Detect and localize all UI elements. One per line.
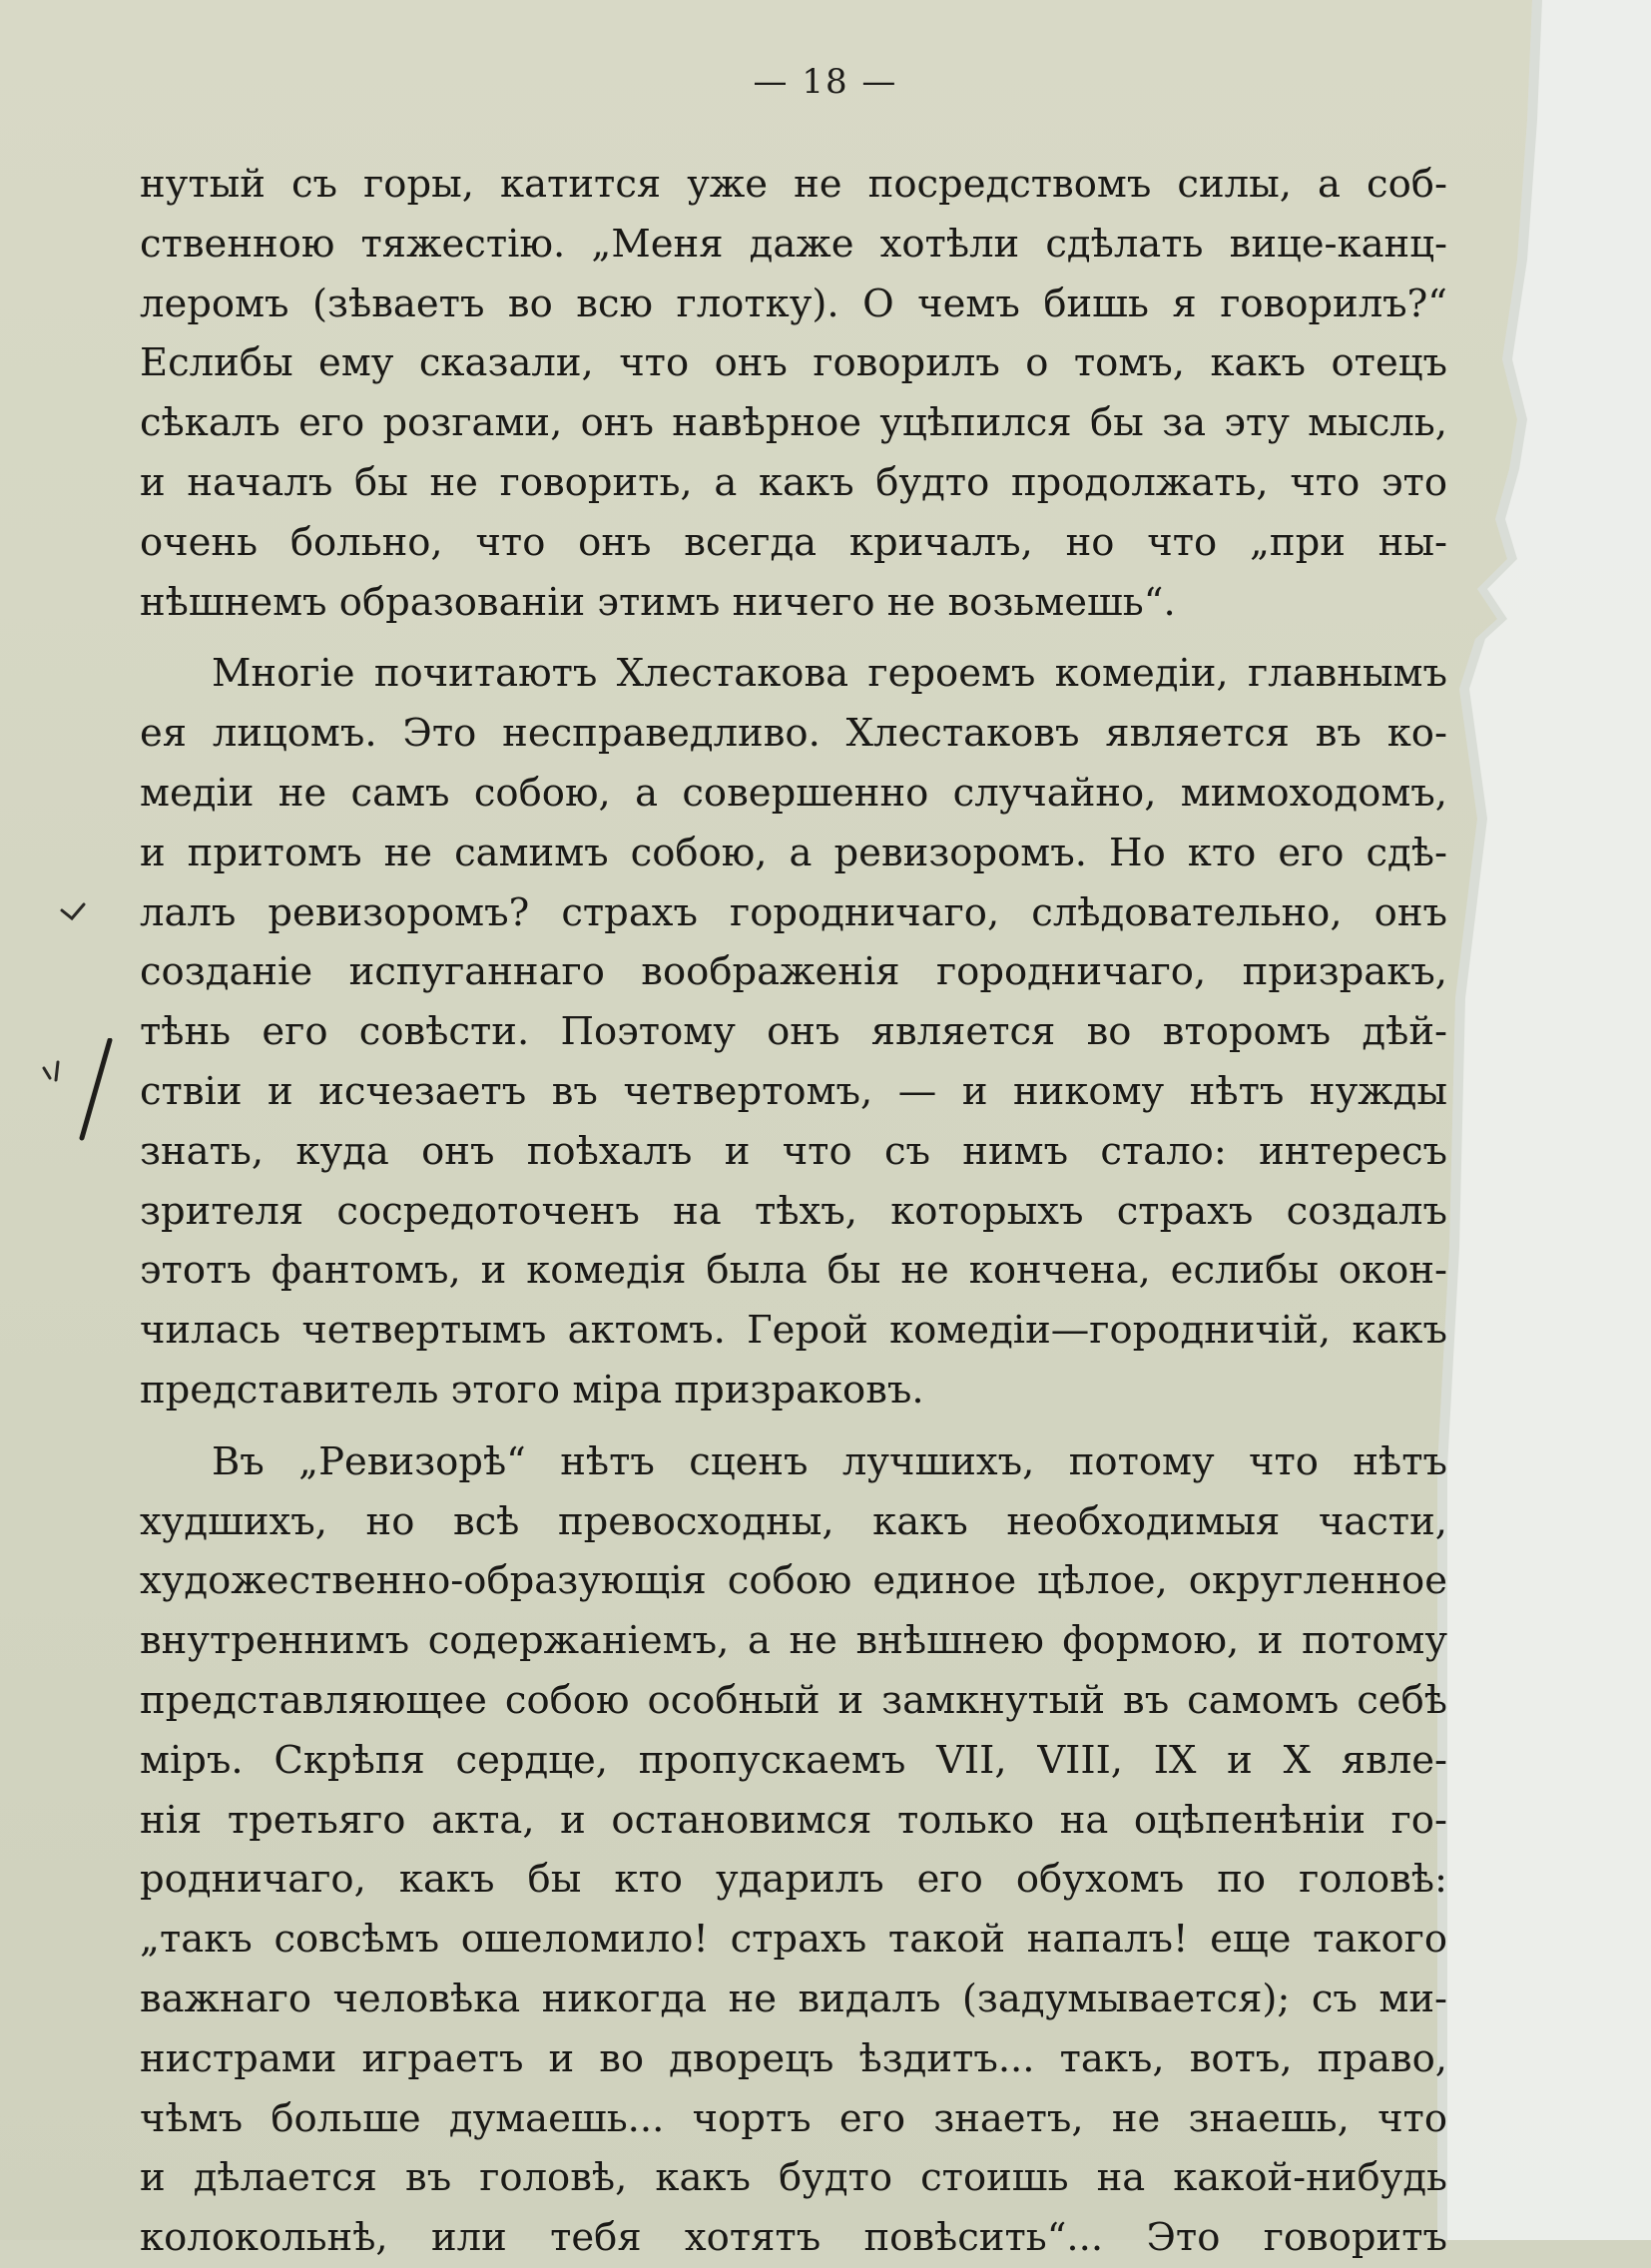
text-line: важнаго человѣка никогда не видалъ (задумывается); съ ми- [140,1976,1447,2021]
text-line: знать, куда онъ поѣхалъ и что съ нимъ стало: интересъ [140,1128,1447,1174]
paragraph-2 [140,644,1447,1419]
text-line: лалъ ревизоромъ? страхъ городничаго, слѣдовательно, онъ [140,889,1447,935]
text-line: Еслибы ему сказали, что онъ говорилъ о томъ, какъ отецъ [140,340,1447,386]
paragraph-gap [140,632,1447,644]
text-line: ственною тяжестію. „Меня даже хотѣли сдѣлать вице-канц- [140,221,1447,267]
text-line: и началъ бы не говорить, а какъ будто продолжать, что это [140,459,1447,505]
text-line: зрителя сосредоточенъ на тѣхъ, которыхъ страхъ создалъ [140,1188,1447,1234]
margin-tick-mark [58,898,88,928]
text-line: тѣнь его совѣсти. Поэтому онъ является во второмъ дѣй- [140,1009,1447,1055]
text-line: чѣмъ больше думаешь... чортъ его знаетъ, не знаешь, что [140,2095,1447,2141]
body-text [140,155,1447,2268]
text-line: нія третьяго акта, и остановимся только на оцѣпенѣніи го- [140,1797,1447,1843]
text-line: „такъ совсѣмъ ошеломило! страхъ такой напалъ! еще такого [140,1917,1447,1963]
text-line: міръ. Скрѣпя сердце, пропускаемъ VII, VIII, IX и X явле- [140,1737,1447,1783]
text-line: худшихъ, но всѣ превосходны, какъ необходимыя части, [140,1498,1447,1544]
margin-pencil-mark [30,1038,140,1168]
text-line: и дѣлается въ головѣ, какъ будто стоишь на какой-нибудь [140,2155,1447,2201]
text-line: нутый съ горы, катится уже не посредствомъ силы, а соб- [140,162,1447,207]
text-line: Многіе почитаютъ Хлестакова героемъ комедіи, главнымъ [212,651,1447,697]
text-line: представляющее собою особный и замкнутый въ самомъ себѣ [140,1677,1447,1723]
text-line: сѣкалъ его розгами, онъ навѣрное уцѣпился бы за эту мысль, [140,400,1447,446]
text-line: и притомъ не самимъ собою, а ревизоромъ. Но кто его сдѣ- [140,830,1447,875]
text-line: ствіи и исчезаетъ въ четвертомъ, — и никому нѣтъ нужды [140,1068,1447,1114]
text-line: леромъ (зѣваетъ во всю глотку). О чемъ бишь я говорилъ?“ [140,281,1447,326]
text-line: художественно-образующія собою единое цѣлое, округленное [140,1558,1447,1604]
text-line: чилась четвертымъ актомъ. Герой комедіи—городничій, какъ [140,1308,1447,1354]
text-line: колокольнѣ, или тебя хотятъ повѣсить“... Это говоритъ [140,2215,1447,2261]
text-line: нѣшнемъ образованіи этимъ ничего не возьмешь“. [140,579,1176,625]
paragraph-gap [140,1420,1447,1432]
text-line: нистрами играетъ и во дворецъ ѣздитъ... такъ, вотъ, право, [140,2035,1447,2081]
text-line: родничаго, какъ бы кто ударилъ его обухомъ по головѣ: [140,1857,1447,1903]
paragraph-3 [140,1432,1447,2268]
page-number: — 18 — [753,62,898,102]
text-line: ея лицомъ. Это несправедливо. Хлестаковъ является въ ко- [140,711,1447,757]
text-line: очень больно, что онъ всегда кричалъ, но что „при ны- [140,519,1447,565]
text-line: Въ „Ревизорѣ“ нѣтъ сценъ лучшихъ, потому что нѣтъ [212,1438,1447,1484]
text-line: внутреннимъ содержаніемъ, а не внѣшнею формою, и потому [140,1618,1447,1664]
text-line: этотъ фантомъ, и комедія была бы не кончена, еслибы окон- [140,1248,1447,1294]
text-line: медіи не самъ собою, а совершенно случайно, мимоходомъ, [140,770,1447,816]
text-line: представитель этого міра призраковъ. [140,1367,924,1413]
text-line: созданіе испуганнаго воображенія городничаго, призракъ, [140,949,1447,995]
paragraph-1 [140,155,1447,632]
